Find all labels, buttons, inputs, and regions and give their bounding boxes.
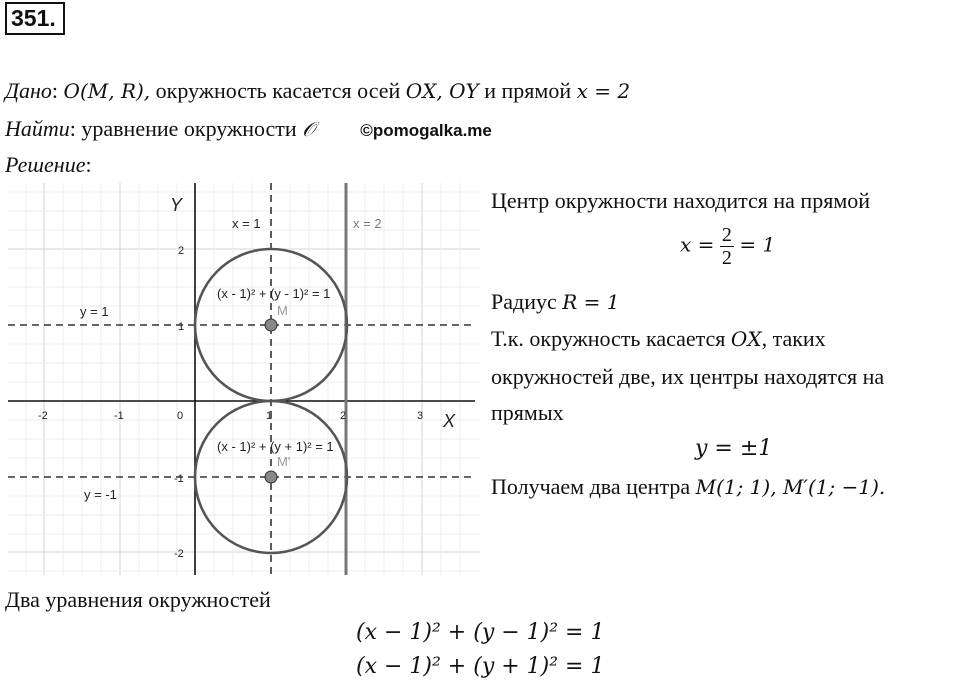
label-point-m-prime: M' bbox=[277, 454, 291, 469]
y-tick-label: 2 bbox=[178, 245, 185, 257]
y-tick-label: -2 bbox=[174, 548, 184, 560]
x-tick-label: -1 bbox=[114, 410, 124, 422]
solution-heading: Решение: bbox=[5, 152, 92, 177]
explanation-line-4: окружностей две, их центры находятся на bbox=[491, 364, 885, 389]
conclusion-label: Два уравнения окружностей bbox=[5, 587, 271, 612]
explanation-line-1: Центр окружности находится на прямой bbox=[491, 188, 871, 213]
given-circle: 𝑂(𝑀, 𝑅), bbox=[63, 79, 151, 103]
label-x-equals-2: x = 2 bbox=[353, 216, 382, 231]
equation-bottom-circle: (x - 1)² + (y + 1)² = 1 bbox=[217, 439, 334, 454]
y-axis-label: Y bbox=[170, 195, 183, 215]
final-equation-2: (𝑥 − 1)² + (𝑦 + 1)² = 1 bbox=[356, 654, 605, 679]
x-tick-label: 0 bbox=[177, 410, 184, 422]
x-tick-label: 1 bbox=[266, 410, 273, 422]
given-line-eq: 𝑥 = 2 bbox=[576, 79, 631, 103]
label-x-equals-1: x = 1 bbox=[232, 216, 261, 231]
label-y-equals-1: y = 1 bbox=[80, 304, 109, 319]
x-tick-label: 3 bbox=[417, 410, 424, 422]
x-tick-label: 2 bbox=[340, 410, 347, 422]
x-axis-label: X bbox=[443, 411, 456, 431]
x-tick-label: -2 bbox=[38, 410, 48, 422]
find-text: : уравнение окружности bbox=[69, 116, 297, 141]
grid bbox=[8, 183, 480, 575]
final-equation-1: (𝑥 − 1)² + (𝑦 − 1)² = 1 bbox=[356, 620, 605, 645]
brand-watermark: ©pomogalka.me bbox=[360, 121, 492, 140]
find-label: Найти bbox=[5, 116, 70, 141]
explanation-line-5: прямых bbox=[491, 400, 564, 425]
minor-grid bbox=[8, 183, 480, 575]
problem-number: 351. bbox=[5, 2, 65, 35]
y-formula: 𝑦 = ±1 bbox=[695, 436, 773, 461]
equation-top-circle: (x - 1)² + (y - 1)² = 1 bbox=[217, 286, 331, 301]
given-axes: 𝑂𝑋, 𝑂𝑌 bbox=[405, 79, 479, 103]
given-label: Дано bbox=[5, 78, 52, 103]
y-tick-label: -1 bbox=[174, 473, 184, 485]
center-point-m bbox=[265, 319, 277, 331]
given-text: окружность касается осей bbox=[155, 78, 401, 103]
y-tick-label: 1 bbox=[178, 321, 185, 333]
center-x-formula: 𝑥 = $\frac{2}{2}$ = 1 bbox=[680, 224, 776, 269]
given-line: Дано: 𝑂(𝑀, 𝑅), окружность касается осей 𝑂𝑋, 𝑂𝑌 и прямой 𝑥 = 2 bbox=[5, 78, 631, 103]
label-y-equals-minus-1: y = -1 bbox=[84, 487, 117, 502]
center-point-m-prime bbox=[265, 471, 277, 483]
radius-line: Радиус 𝑅 = 1 bbox=[491, 289, 620, 314]
coordinate-graph bbox=[0, 180, 480, 580]
find-circle: 𝒪 bbox=[302, 117, 315, 141]
explanation-line-3: Т.к. окружность касается 𝑂𝑋, таких bbox=[491, 326, 826, 351]
centers-line: Получаем два центра 𝑀(1; 1), 𝑀′(1; −1). bbox=[491, 474, 886, 499]
find-line bbox=[5, 116, 492, 142]
given-and-line: и прямой bbox=[484, 78, 572, 103]
fraction: $\frac{2}{2}$ bbox=[721, 224, 732, 269]
label-point-m: M bbox=[277, 303, 288, 318]
